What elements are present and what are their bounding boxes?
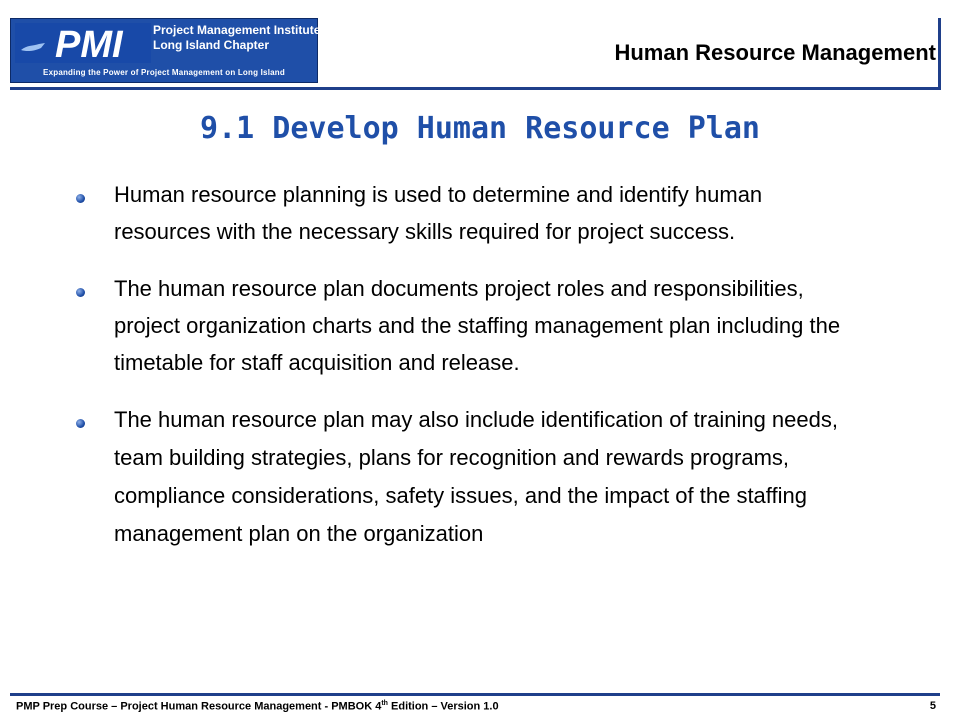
bullet-text: The human resource plan documents project roles and responsibilities, project organization charts and the staffing management plan including the timetable for staff acquisition and release.: [114, 276, 841, 375]
slide-title: 9.1 Develop Human Resource Plan: [200, 111, 760, 146]
footer-text-start: PMP Prep Course – Project Human Resource Management - PMBOK 4: [16, 700, 382, 713]
bullet-dot-icon: [76, 288, 85, 297]
bullet-list: [76, 176, 856, 573]
pmi-chapter-logo: [10, 18, 321, 83]
section-header-title: Human Resource Management: [614, 40, 936, 65]
header-right-rule: [938, 18, 941, 90]
bullet-item: [76, 270, 856, 381]
org-line-2: Long Island Chapter: [153, 38, 270, 52]
bullet-text: Human resource planning is used to determine and identify human resources with the necessary skills required for project success.: [114, 182, 763, 244]
footer-superscript: th: [381, 700, 388, 707]
logo-tagline: Expanding the Power of Project Management on Long Island: [43, 68, 285, 77]
org-line-1: Project Management Institute: [153, 23, 321, 37]
bullet-dot-icon: [76, 419, 85, 428]
footer-divider: [10, 693, 940, 696]
pmi-acronym: PMI: [55, 24, 123, 63]
footer-course-info: [16, 700, 499, 713]
pmi-logo-mark: [15, 23, 151, 63]
bullet-text: The human resource plan may also include identification of training needs, team building strategies, plans for recognition and rewards programs, compliance considerations, safety issues, and the impact of the staffing management plan on the organization: [114, 407, 838, 546]
footer-text-end: Edition – Version 1.0: [387, 700, 499, 713]
bullet-item: [76, 401, 856, 553]
bullet-item: [76, 176, 856, 250]
page-number: 5: [929, 700, 936, 712]
chapter-name: [153, 23, 321, 63]
bullet-dot-icon: [76, 194, 85, 203]
header-divider: [10, 87, 940, 90]
